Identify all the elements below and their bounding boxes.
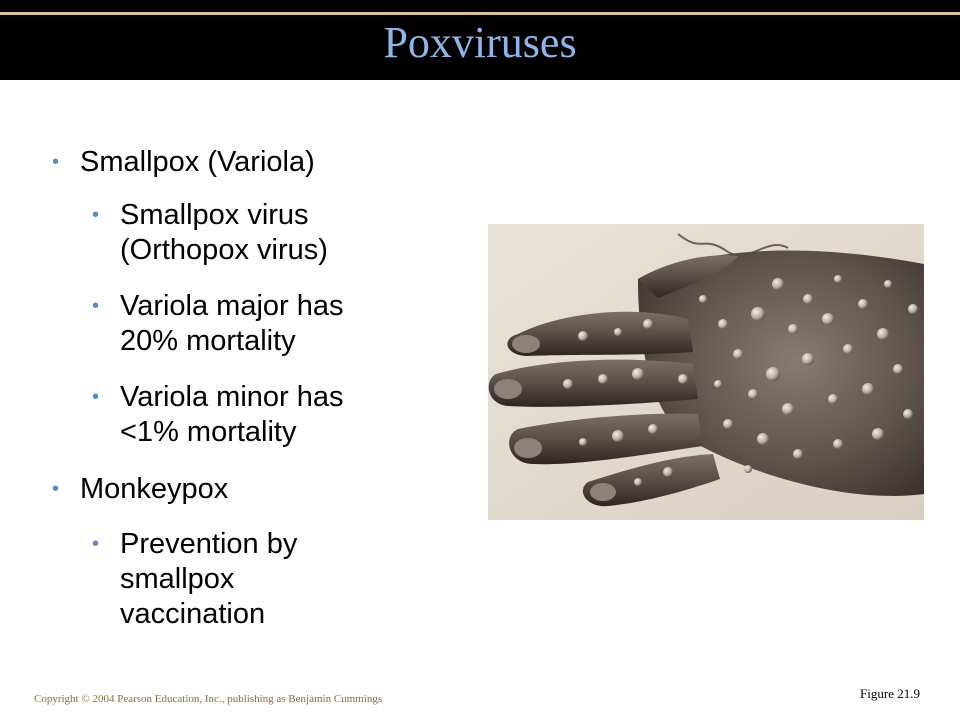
slide-title: Poxviruses (383, 18, 577, 67)
bullet-text-line2: (Orthopox virus) (120, 234, 328, 266)
bullet-text-line2: smallpox (120, 563, 235, 595)
bullet-text-line1: Smallpox virus (120, 199, 309, 231)
bullet-dot: • (92, 386, 100, 408)
bullet-text-line2: 20% mortality (120, 325, 296, 357)
bullet-dot: • (92, 295, 100, 317)
smallpox-hand-photo (488, 224, 924, 520)
bullet-variola-minor (92, 380, 344, 414)
bullet-text: Monkeypox (80, 473, 229, 505)
bullet-dot: • (52, 478, 60, 500)
bullet-monkeypox (52, 472, 229, 506)
bullet-smallpox-virus-line2 (120, 233, 328, 267)
bullet-variola-major (92, 289, 344, 323)
bullet-text-line2: <1% mortality (120, 416, 297, 448)
bullet-dot: • (52, 151, 60, 173)
figure-label: Figure 21.9 (860, 686, 920, 701)
bullet-variola-minor-line2 (120, 415, 296, 449)
copyright-notice: Copyright © 2004 Pearson Education, Inc., publishing as Benjamin Cummings (34, 693, 383, 705)
title-rule (0, 12, 960, 15)
title-bar (0, 0, 960, 80)
bullet-dot: • (92, 204, 100, 226)
bullet-smallpox-virus (92, 198, 309, 232)
bullet-prevention-line3 (120, 597, 265, 631)
bullet-dot: • (92, 533, 100, 555)
bullet-text-line1: Variola major has (120, 290, 344, 322)
bullet-text: Smallpox (Variola) (80, 146, 315, 178)
bullet-text-line1: Variola minor has (120, 381, 344, 413)
bullet-prevention-line2 (120, 562, 234, 596)
bullet-smallpox (52, 145, 315, 179)
bullet-variola-major-line2 (120, 324, 296, 358)
bullet-prevention (92, 527, 298, 561)
bullet-text-line1: Prevention by (120, 528, 298, 560)
bullet-text-line3: vaccination (120, 598, 266, 630)
